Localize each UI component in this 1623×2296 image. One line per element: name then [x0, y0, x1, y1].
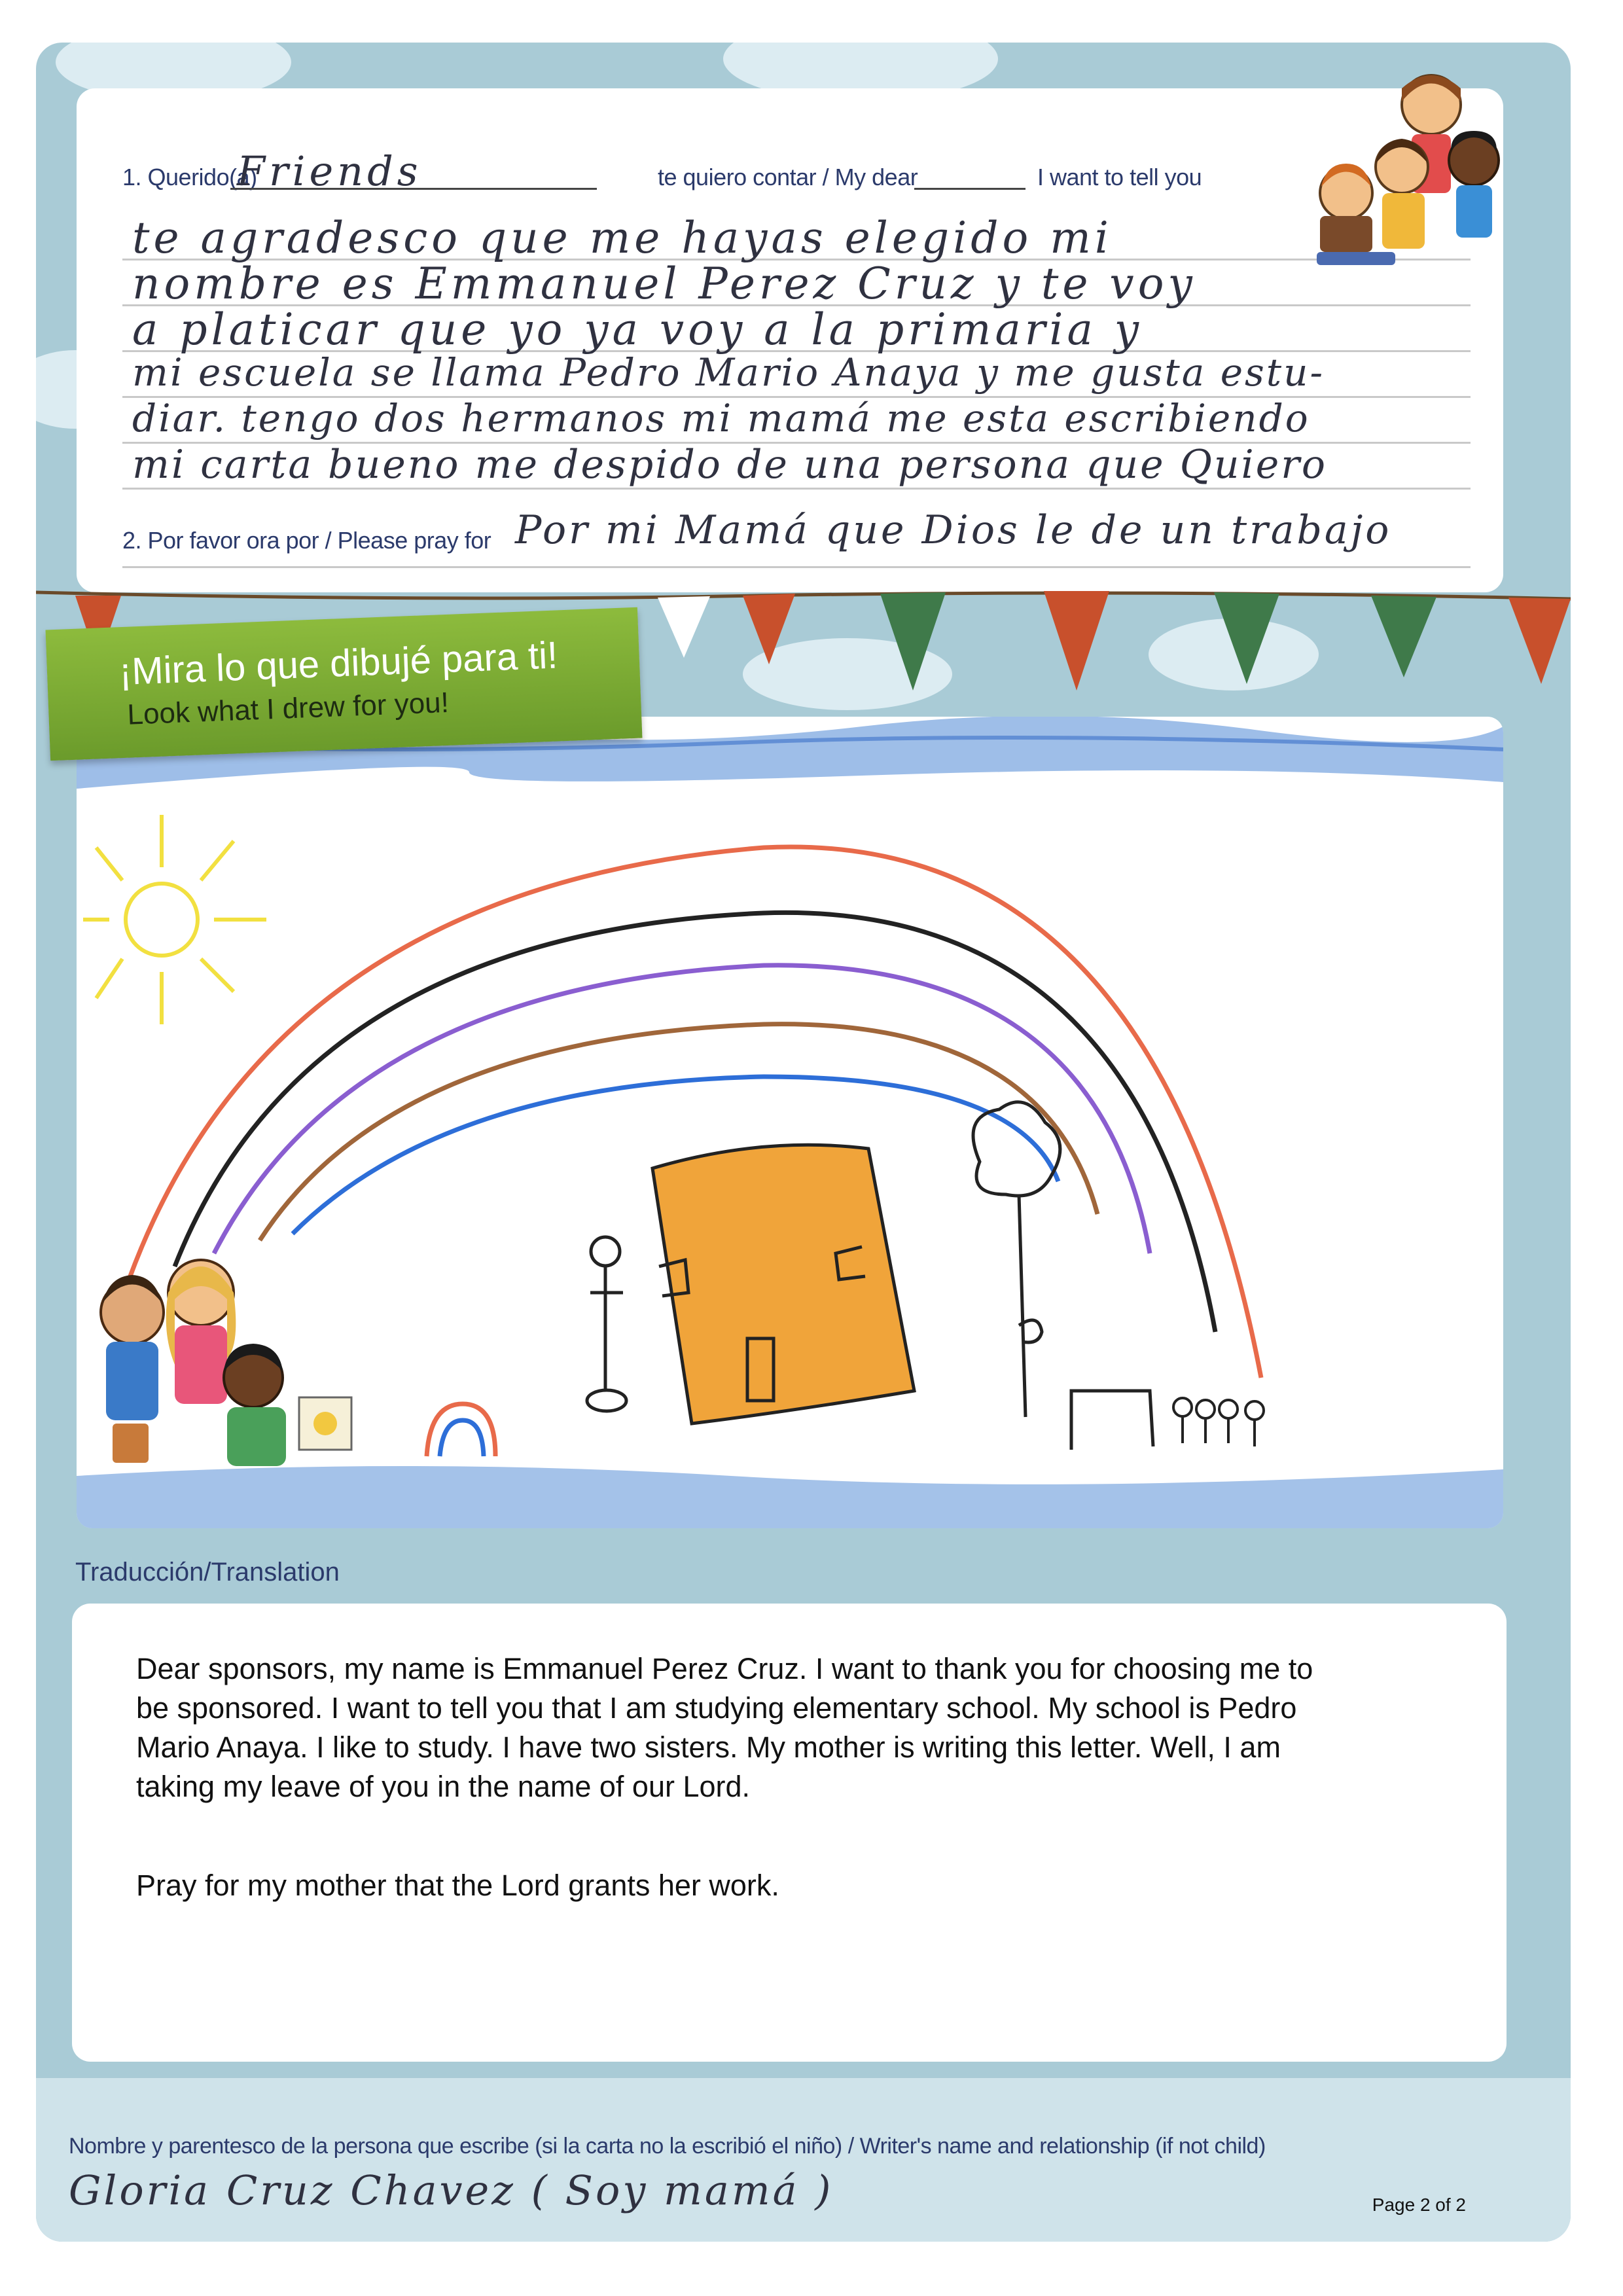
- translation-line: Dear sponsors, my name is Emmanuel Perez Cruz. I want to thank you for choosing me to: [136, 1652, 1313, 1685]
- letter-line: mi escuela se llama Pedro Mario Anaya y me gusta estu-: [132, 350, 1325, 395]
- tell-label: te quiero contar / My dear: [658, 164, 918, 190]
- page-number: Page 2 of 2: [1372, 2195, 1466, 2215]
- ruled-line: [122, 488, 1471, 490]
- pray-value: Por mi Mamá que Dios le de un trabajo: [515, 507, 1392, 553]
- banner-title-es: ¡Mira lo que dibujé para ti!: [118, 634, 559, 694]
- letter-line: mi carta bueno me despido de una persona que Quiero: [132, 442, 1328, 488]
- letter-line: nombre es Emmanuel Perez Cruz y te voy: [132, 259, 1196, 309]
- small-rainbow-drawing: [427, 1404, 495, 1456]
- letter-line: te agradesco que me hayas elegido mi: [132, 213, 1113, 263]
- drawing-panel: [77, 717, 1503, 1528]
- translation-label: Traducción/Translation: [75, 1558, 340, 1587]
- translation-line: Mario Anaya. I like to study. I have two sisters. My mother is writing this letter. Well, I am: [136, 1731, 1281, 1764]
- child-drawing: [77, 717, 1503, 1528]
- pray-label: 2. Por favor ora por / Please pray for: [122, 527, 491, 554]
- letter-sheet: [36, 43, 1571, 2242]
- banner-title-en: Look what I drew for you!: [126, 686, 450, 731]
- letter-line: diar. tengo dos hermanos mi mamá me esta escribiendo: [132, 396, 1310, 440]
- ruled-line: [122, 566, 1471, 568]
- stick-figure-drawing: [587, 1237, 626, 1411]
- children-group-illustration: [101, 1260, 351, 1466]
- letter-panel: [77, 88, 1503, 592]
- translation-pray: Pray for my mother that the Lord grants her work.: [136, 1869, 779, 1902]
- ground-scribble: [77, 1466, 1503, 1528]
- writer-value: Gloria Cruz Chavez ( Soy mamá ): [69, 2166, 834, 2214]
- dear-blank-2: [914, 188, 1026, 190]
- translation-panel: [72, 1604, 1507, 2062]
- writer-label: Nombre y parentesco de la persona que escribe (si la carta no la escribió el niño) / Writer's name and relationship (if not child): [69, 2134, 1266, 2159]
- tree-drawing: [973, 1102, 1060, 1417]
- house-drawing: [652, 1145, 914, 1424]
- dear-label: 1. Querido(a): [122, 164, 257, 190]
- translation-line: be sponsored. I want to tell you that I am studying elementary school. My school is Pedro: [136, 1691, 1297, 1725]
- translation-line: taking my leave of you in the name of our Lord.: [136, 1770, 751, 1803]
- sun-drawing: [83, 815, 266, 1024]
- letter-line: a platicar que yo ya voy a la primaria y: [132, 304, 1143, 355]
- writer-section: [36, 2078, 1571, 2242]
- translation-paragraph: [136, 1649, 1445, 1806]
- dear-value: Friends: [237, 147, 422, 195]
- children-illustration: [1307, 65, 1523, 281]
- goal-drawing: [1071, 1391, 1264, 1450]
- drawing-banner: [45, 607, 642, 761]
- want-to-tell-label: I want to tell you: [1037, 164, 1202, 190]
